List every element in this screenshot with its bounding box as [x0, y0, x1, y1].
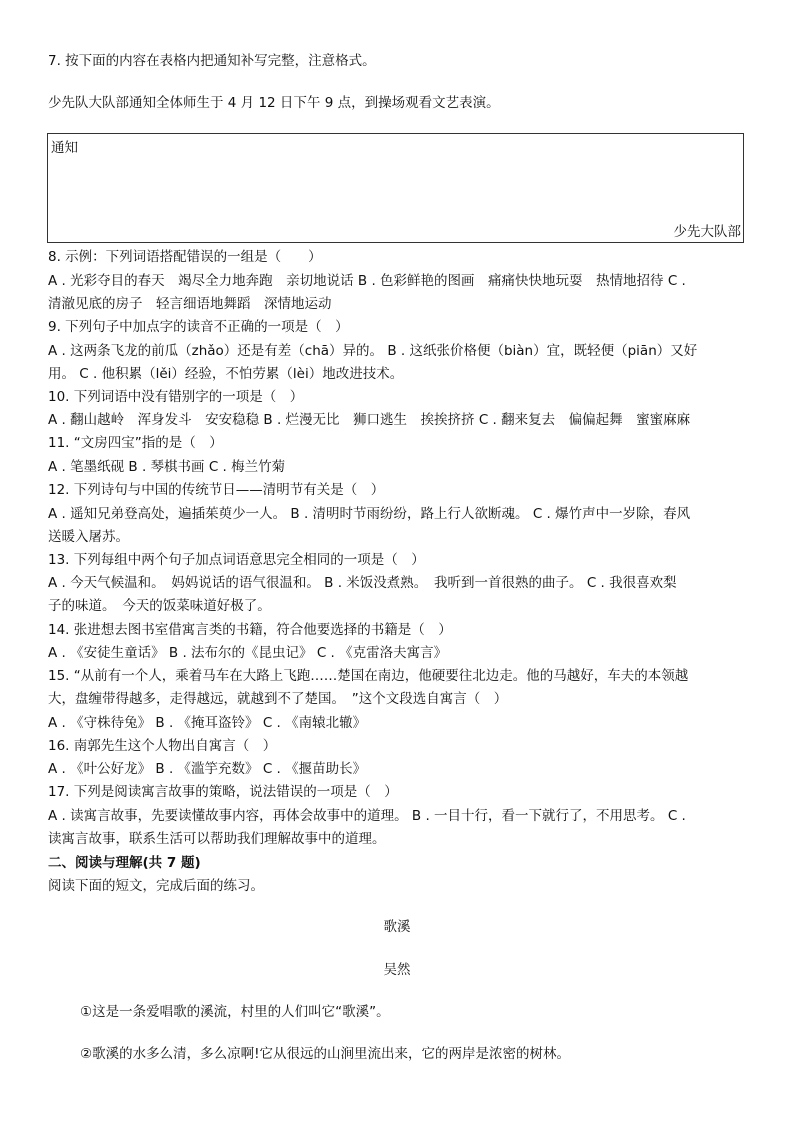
question-line: 15. “从前有一个人，乘着马车在大路上飞跑……楚国在南边，他硬要往北边走。他的马越好，车夫的本领越 [48, 668, 689, 684]
question-line: A . 《安徒生童话》 B . 法布尔的《昆虫记》 C . 《克雷洛夫寓言》 [48, 645, 448, 661]
question-line: A . 《守株待兔》 B . 《掩耳盗铃》 C . 《南辕北辙》 [48, 715, 367, 731]
question-line: 11. “文房四宝”指的是（ ） [48, 435, 223, 451]
question-line: 17. 下列是阅读寓言故事的策略，说法错误的一项是（ ） [48, 784, 398, 800]
section-heading: 二、阅读与理解(共 7 题) [48, 855, 201, 871]
question-line: A . 读寓言故事，先要读懂故事内容，再体会故事中的道理。 B . 一目十行，看一下就行了，不用思考。 C . [48, 808, 686, 824]
question-line: 清澈见底的房子 轻言细语地舞蹈 深情地运动 [48, 296, 332, 312]
question-line: A . 这两条飞龙的前瓜（zhǎo）还是有差（chā）异的。 B . 这纸张价格便（biàn）宜，既轻便（piān）又好 [48, 343, 698, 359]
passage-title: 歌溪 [383, 919, 411, 935]
question-line: 子的味道。 今天的饭菜味道好极了。 [48, 598, 271, 614]
question-line: 大，盘缠带得越多，走得越远，就越到不了楚国。 ”这个文段选自寓言（ ） [48, 691, 508, 707]
question-line: 用。 C . 他积累（lěi）经验，不怕劳累（lèi）地改进技术。 [48, 366, 404, 382]
notice-label: 通知 [51, 140, 78, 156]
q7-title: 7. 按下面的内容在表格内把通知补写完整，注意格式。 [48, 53, 376, 69]
question-line: 13. 下列每组中两个句子加点词语意思完全相同的一项是（ ） [48, 552, 425, 568]
question-line: A . 遥知兄弟登高处，遍插茱萸少一人。 B . 清明时节雨纷纷，路上行人欲断魂。 C . 爆竹声中一岁除，春风 [48, 506, 691, 522]
question-line: A . 笔墨纸砚 B . 琴棋书画 C . 梅兰竹菊 [48, 459, 286, 475]
question-line: 10. 下列词语中没有错别字的一项是（ ） [48, 389, 304, 405]
question-line: 送暖入屠苏。 [48, 529, 129, 545]
passage-author: 吴然 [383, 962, 411, 978]
notice-box[interactable] [47, 133, 744, 243]
question-line: 16. 南郭先生这个人物出自寓言（ ） [48, 738, 277, 754]
question-line: 12. 下列诗句与中国的传统节日——清明节有关是（ ） [48, 482, 385, 498]
question-line: 14. 张进想去图书室借寓言类的书籍，符合他要选择的书籍是（ ） [48, 622, 452, 638]
section-intro: 阅读下面的短文，完成后面的练习。 [48, 878, 264, 894]
question-line: A . 翻山越岭 浑身发斗 安安稳稳 B . 烂漫无比 狮口逃生 挨挨挤挤 C . 翻来复去 偏偏起舞 蜜蜜麻麻 [48, 412, 691, 428]
question-line: 9. 下列句子中加点字的读音不正确的一项是（ ） [48, 319, 349, 335]
notice-signature: 少先大队部 [673, 224, 741, 240]
question-line: A . 今天气候温和。 妈妈说话的语气很温和。 B . 米饭没煮熟。 我听到一首很熟的曲子。 C . 我很喜欢梨 [48, 575, 677, 591]
q7-prompt: 少先队大队部通知全体师生于 4 月 12 日下午 9 点，到操场观看文艺表演。 [48, 95, 500, 111]
passage-paragraph-2: ②歌溪的水多么清，多么凉啊!它从很远的山涧里流出来，它的两岸是浓密的树林。 [80, 1046, 571, 1062]
passage-paragraph-1: ①这是一条爱唱歌的溪流，村里的人们叫它“歌溪”。 [80, 1004, 390, 1020]
question-line: A . 《叶公好龙》 B . 《滥竽充数》 C . 《揠苗助长》 [48, 761, 367, 777]
question-line: A . 光彩夺目的春天 竭尽全力地奔跑 亲切地说话 B . 色彩鲜艳的图画 痛痛快快地玩耍 热情地招待 C . [48, 273, 686, 289]
question-line: 8. 示例：下列词语搭配错误的一组是（ ） [48, 249, 322, 265]
question-line: 读寓言故事，联系生活可以帮助我们理解故事中的道理。 [48, 831, 386, 847]
